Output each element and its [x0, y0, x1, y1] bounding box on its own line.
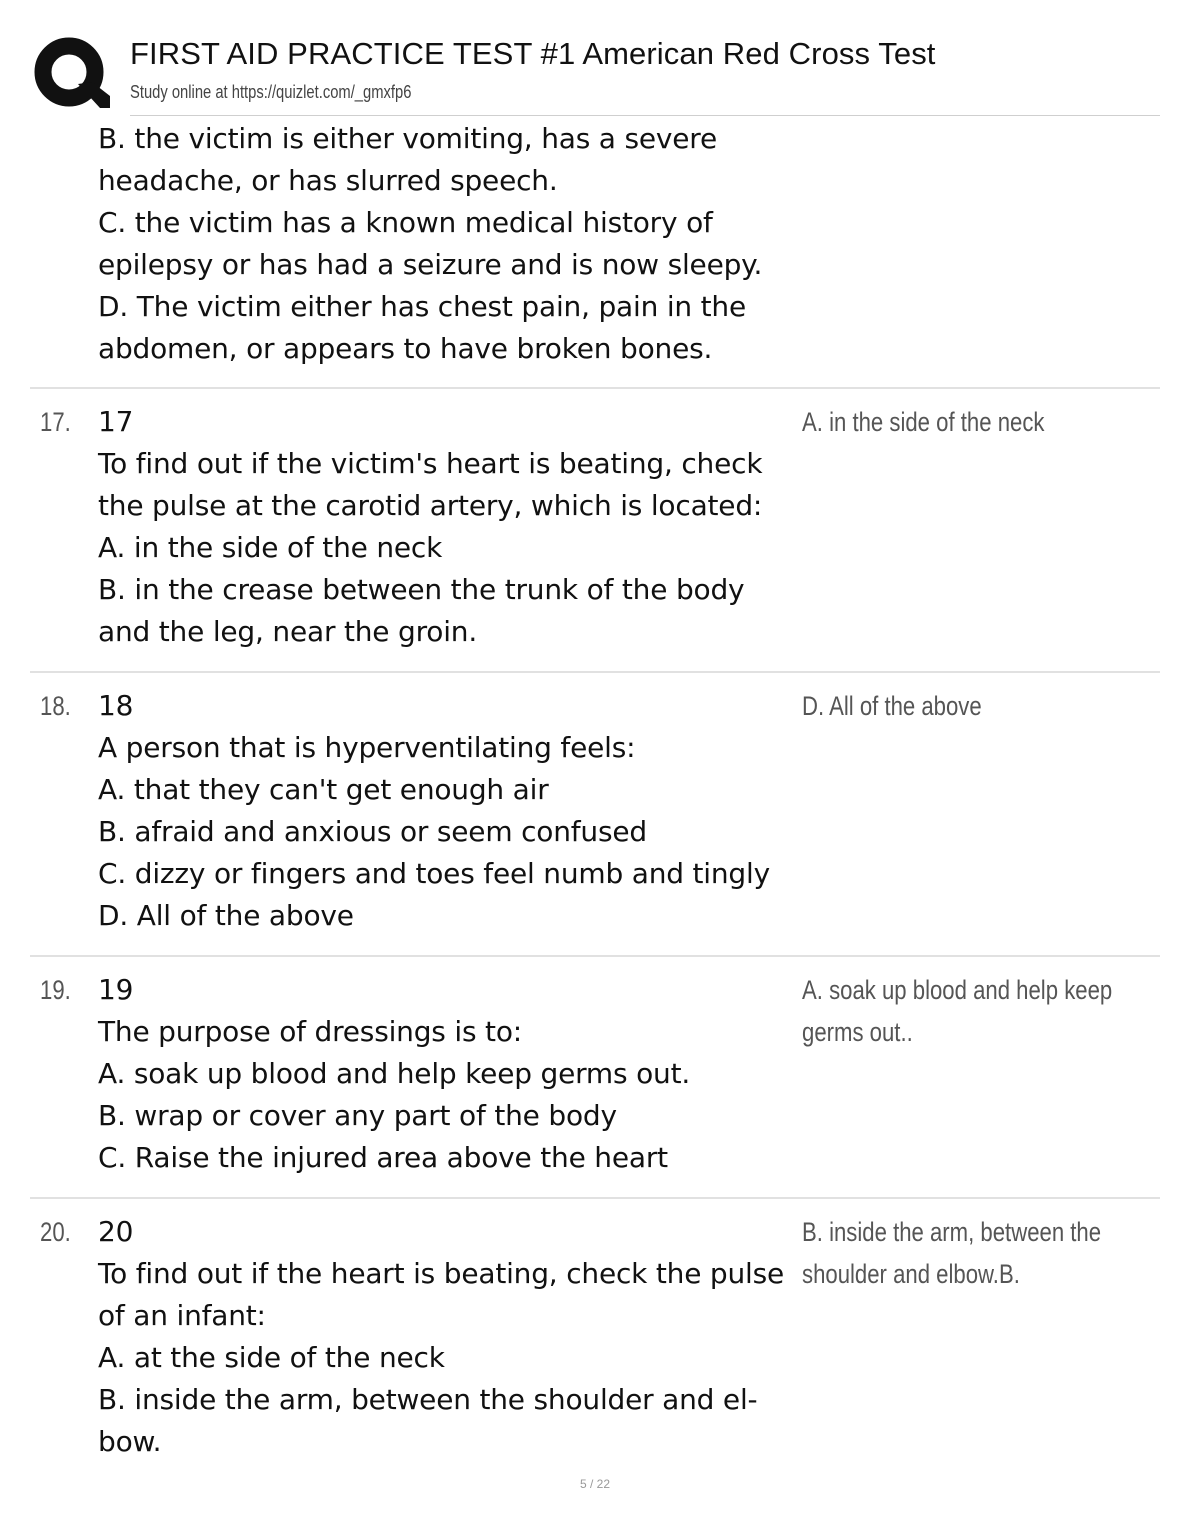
answer-line: shoulder and elbow.B. [802, 1259, 1020, 1289]
question-line: 18 [98, 689, 134, 722]
answer-line: germs out.. [802, 1017, 913, 1047]
question-line: C. the victim has a known medical history of [98, 206, 713, 239]
card-index: 20. [40, 1217, 71, 1247]
question-line: 17 [98, 405, 134, 438]
question-line: B. in the crease between the trunk of the body [98, 573, 745, 606]
question-line: of an infant: [98, 1299, 266, 1332]
question-line: B. wrap or cover any part of the body [98, 1099, 617, 1132]
card-divider [30, 671, 1160, 673]
card-index: 19. [40, 975, 71, 1005]
question-line: 19 [98, 973, 134, 1006]
answer-line: D. All of the above [802, 691, 982, 721]
card-question [98, 969, 798, 1179]
question-line: A. at the side of the neck [98, 1341, 445, 1374]
answer-line: A. soak up blood and help keep [802, 975, 1113, 1005]
question-line: The purpose of dressings is to: [98, 1015, 522, 1048]
continued-question [98, 118, 798, 370]
question-line: B. afraid and anxious or seem confused [98, 815, 647, 848]
card-divider [30, 955, 1160, 957]
question-line: headache, or has slurred speech. [98, 164, 558, 197]
answer-line: B. inside the arm, between the [802, 1217, 1102, 1247]
card-answer [802, 685, 1162, 727]
question-line: A. that they can't get enough air [98, 773, 549, 806]
card-question [98, 1211, 798, 1463]
question-line: C. Raise the injured area above the heart [98, 1141, 668, 1174]
question-line: C. dizzy or fingers and toes feel numb and tingly [98, 857, 770, 890]
question-line: D. All of the above [98, 899, 354, 932]
card-index: 17. [40, 407, 71, 437]
card-question [98, 685, 798, 937]
card-divider [30, 387, 1160, 389]
question-line: A. soak up blood and help keep germs out. [98, 1057, 691, 1090]
card-index: 18. [40, 691, 71, 721]
question-line: To find out if the victim's heart is beating, check [98, 447, 763, 480]
question-line: and the leg, near the groin. [98, 615, 478, 648]
page-header [0, 0, 1190, 116]
question-line: bow. [98, 1425, 162, 1458]
question-line: epilepsy or has had a seizure and is now sleepy. [98, 248, 763, 281]
header-divider [130, 115, 1160, 116]
question-line: abdomen, or appears to have broken bones. [98, 332, 713, 365]
document-title: FIRST AID PRACTICE TEST #1 American Red Cross Test [130, 36, 936, 71]
quizlet-logo-icon [34, 36, 110, 112]
card-answer [802, 1211, 1162, 1295]
question-line: B. inside the arm, between the shoulder and el- [98, 1383, 758, 1416]
card-answer [802, 401, 1162, 443]
question-line: B. the victim is either vomiting, has a severe [98, 122, 717, 155]
question-line: the pulse at the carotid artery, which is located: [98, 489, 763, 522]
card-divider [30, 1197, 1160, 1199]
answer-line: A. in the side of the neck [802, 407, 1045, 437]
card-answer [802, 969, 1162, 1053]
question-line: D. The victim either has chest pain, pain in the [98, 290, 747, 323]
page-number: 5 / 22 [579, 1477, 611, 1491]
question-line: A person that is hyperventilating feels: [98, 731, 636, 764]
question-line: 20 [98, 1215, 134, 1248]
question-line: A. in the side of the neck [98, 531, 443, 564]
question-line: To find out if the heart is beating, check the pulse [98, 1257, 785, 1290]
card-question [98, 401, 798, 653]
study-link[interactable]: Study online at https://quizlet.com/_gmxfp6 [130, 82, 412, 102]
